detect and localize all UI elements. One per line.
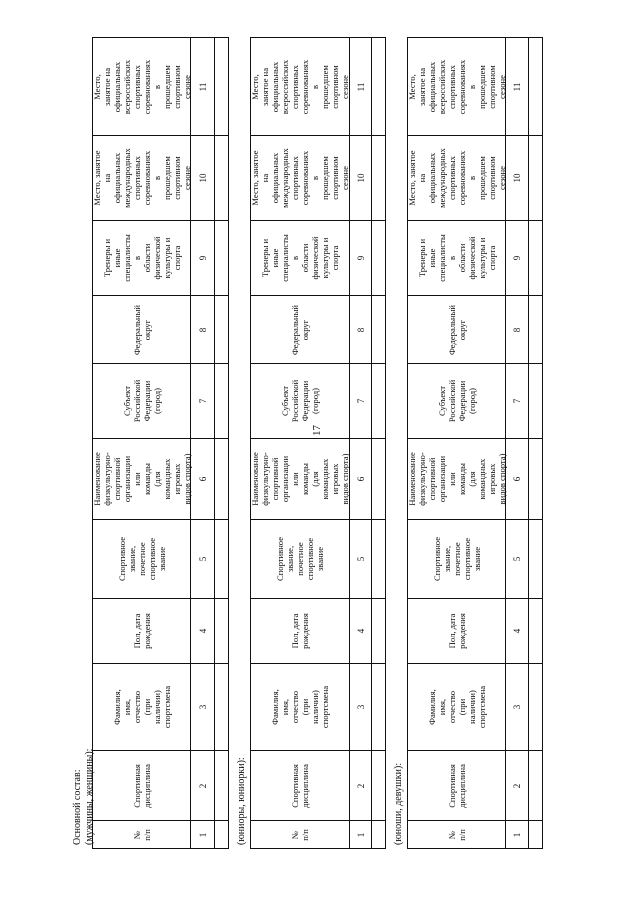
column-number: 4 [197,628,208,634]
page-number: 17 [311,425,323,436]
header-text: Фамилия, имя, отчество (при наличии) спортсмена [111,685,172,729]
column-number-cell [190,363,215,439]
empty-data-cell [528,220,543,296]
block-label: (мужчины, женщины): [84,748,95,845]
column-number-cell [505,37,529,136]
column-number-cell [349,220,372,296]
header-cell [407,295,506,364]
header-text: Место, занятое на официальных всероссийских спортивных соревнованиях в прошедшем спортивном сезоне [250,59,350,114]
empty-data-cell [528,663,543,751]
header-cell [92,363,191,439]
header-text: Место, занятое на официальных международных спортивных соревнованиях в прошедшем спортивном сезоне [91,148,192,208]
header-text: Спортивная дисциплина [131,763,152,808]
header-text: Федеральный округ [290,304,310,355]
header-text: Место, занятое на официальных международных спортивных соревнованиях в прошедшем спортивном сезоне [406,148,507,208]
header-text: Тренеры и иные специалисты в области физической культуры и спорта [101,234,182,282]
empty-data-cell [528,37,543,136]
header-text: Федеральный округ [446,304,467,355]
header-text: № п/п [290,828,310,841]
header-text: Место, занятое на официальных международных спортивных соревнованиях в прошедшем спортивном сезоне [250,148,350,208]
header-cell [250,363,350,439]
column-number: 9 [512,255,522,261]
header-text: Место, занятое на официальных всероссийских спортивных соревнованиях в прошедшем спортивном сезоне [91,59,192,114]
empty-data-cell [214,295,229,364]
column-number-cell [505,750,529,821]
column-number: 2 [512,783,522,788]
column-number: 1 [355,832,366,837]
header-cell [407,37,506,136]
column-number: 11 [512,82,522,91]
header-cell [407,663,506,751]
empty-data-cell [371,820,386,849]
column-number-cell [190,37,215,136]
column-number-cell [190,519,215,599]
header-text: № п/п [131,828,152,841]
empty-data-cell [528,750,543,821]
column-number: 1 [197,832,208,837]
column-number: 1 [512,832,522,837]
header-text: Спортивная дисциплина [290,763,310,808]
empty-data-cell [214,135,229,221]
column-number-cell [505,519,529,599]
column-number-cell [349,135,372,221]
header-cell [250,663,350,751]
empty-data-cell [214,750,229,821]
column-number: 10 [355,173,366,183]
column-number-cell [505,220,529,296]
empty-data-cell [371,663,386,751]
header-cell [250,750,350,821]
column-number-cell [349,519,372,599]
empty-data-cell [528,135,543,221]
column-number: 10 [512,173,522,183]
header-cell [407,519,506,599]
column-number-cell [505,598,529,664]
empty-data-cell [214,519,229,599]
column-number: 6 [197,476,208,482]
header-cell [250,438,350,520]
empty-data-cell [214,598,229,664]
header-text: Наименование физкультурно- спортивной организации или команды (для командных игровых видов спорта) [250,452,350,506]
empty-data-cell [371,519,386,599]
header-text: Фамилия, имя, отчество (при наличии) спортсмена [426,685,487,729]
column-number-cell [349,438,372,520]
header-cell [92,295,191,364]
header-cell [407,220,506,296]
empty-data-cell [371,135,386,221]
column-number-cell [190,438,215,520]
column-number: 2 [197,783,208,788]
header-cell [407,820,506,849]
column-number: 7 [512,398,522,404]
column-number: 11 [355,82,366,91]
header-cell [250,295,350,364]
header-cell [407,750,506,821]
column-number: 8 [197,327,208,332]
header-cell [250,220,350,296]
column-number: 8 [355,327,366,332]
empty-data-cell [214,663,229,751]
block-label: (юноши, девушки): [393,762,404,845]
column-number-cell [349,363,372,439]
column-number-cell [190,663,215,751]
column-number: 9 [355,255,366,261]
column-number: 8 [512,327,522,332]
column-number-cell [349,663,372,751]
basic-composition-label: Основной состав: [72,769,83,845]
header-cell [250,519,350,599]
header-text: Пол, дата рождения [290,613,310,649]
empty-data-cell [371,598,386,664]
column-number-cell [190,135,215,221]
header-text: Субъект Российской Федерации (город) [280,379,320,423]
header-text: Спортивное звание, почетное спортивное звание [116,536,167,582]
column-number-cell [349,750,372,821]
empty-data-cell [371,37,386,136]
empty-data-cell [371,438,386,520]
header-text: Наименование физкультурно- спортивной организации или команды (для командных игровых видов спорта) [406,452,507,506]
column-number-cell [190,220,215,296]
column-number: 3 [512,704,522,710]
empty-data-cell [371,750,386,821]
empty-data-cell [214,820,229,849]
column-number: 7 [355,398,366,404]
column-number-cell [505,295,529,364]
column-number: 2 [355,783,366,788]
empty-data-cell [528,519,543,599]
header-text: Пол, дата рождения [446,613,467,649]
header-cell [407,363,506,439]
block-label: (юниоры, юниорки): [236,757,247,845]
header-cell [92,37,191,136]
header-text: № п/п [446,828,467,841]
column-number: 11 [197,82,208,91]
empty-data-cell [528,820,543,849]
column-number: 5 [197,556,208,562]
empty-data-cell [214,220,229,296]
column-number-cell [505,135,529,221]
empty-data-cell [371,295,386,364]
header-text: Спортивное звание, почетное спортивное звание [275,536,325,582]
header-cell [92,598,191,664]
header-cell [92,663,191,751]
column-number-cell [190,598,215,664]
header-cell [407,135,506,221]
column-number: 7 [197,398,208,404]
column-number: 10 [197,173,208,183]
header-text: Спортивное звание, почетное спортивное звание [431,536,482,582]
column-number-cell [349,598,372,664]
column-number-cell [190,295,215,364]
column-number-cell [505,438,529,520]
header-text: Федеральный округ [131,304,152,355]
column-number: 4 [355,628,366,634]
header-text: Тренеры и иные специалисты в области физической культуры и спорта [260,234,340,282]
column-number: 4 [512,628,522,634]
header-cell [92,135,191,221]
header-cell [92,750,191,821]
header-cell [92,438,191,520]
empty-data-cell [214,363,229,439]
column-number-cell [505,663,529,751]
empty-data-cell [528,438,543,520]
empty-data-cell [214,438,229,520]
header-text: Спортивная дисциплина [446,763,467,808]
header-text: Тренеры и иные специалисты в области физической культуры и спорта [416,234,497,282]
empty-data-cell [528,598,543,664]
column-number-cell [349,820,372,849]
header-text: Пол, дата рождения [131,613,152,649]
empty-data-cell [371,220,386,296]
empty-data-cell [214,37,229,136]
column-number-cell [505,820,529,849]
column-number: 3 [197,704,208,710]
header-cell [407,438,506,520]
column-number-cell [505,363,529,439]
header-cell [92,220,191,296]
empty-data-cell [528,363,543,439]
header-cell [250,598,350,664]
header-cell [407,598,506,664]
column-number: 3 [355,704,366,710]
header-cell [250,135,350,221]
header-text: Место, занятое на официальных всероссийских спортивных соревнованиях в прошедшем спортивном сезоне [406,59,507,114]
header-cell [250,37,350,136]
empty-data-cell [371,363,386,439]
column-number: 6 [512,476,522,482]
column-number-cell [349,295,372,364]
header-text: Субъект Российской Федерации (город) [121,379,162,423]
column-number: 5 [355,556,366,562]
empty-data-cell [528,295,543,364]
header-text: Наименование физкультурно- спортивной организации или команды (для командных игровых видов спорта) [91,452,192,506]
header-cell [92,820,191,849]
column-number-cell [349,37,372,136]
column-number-cell [190,820,215,849]
header-text: Фамилия, имя, отчество (при наличии) спортсмена [270,685,330,729]
column-number: 9 [197,255,208,261]
header-text: Субъект Российской Федерации (город) [436,379,477,423]
column-number: 6 [355,476,366,482]
column-number-cell [190,750,215,821]
header-cell [92,519,191,599]
header-cell [250,820,350,849]
column-number: 5 [512,556,522,562]
